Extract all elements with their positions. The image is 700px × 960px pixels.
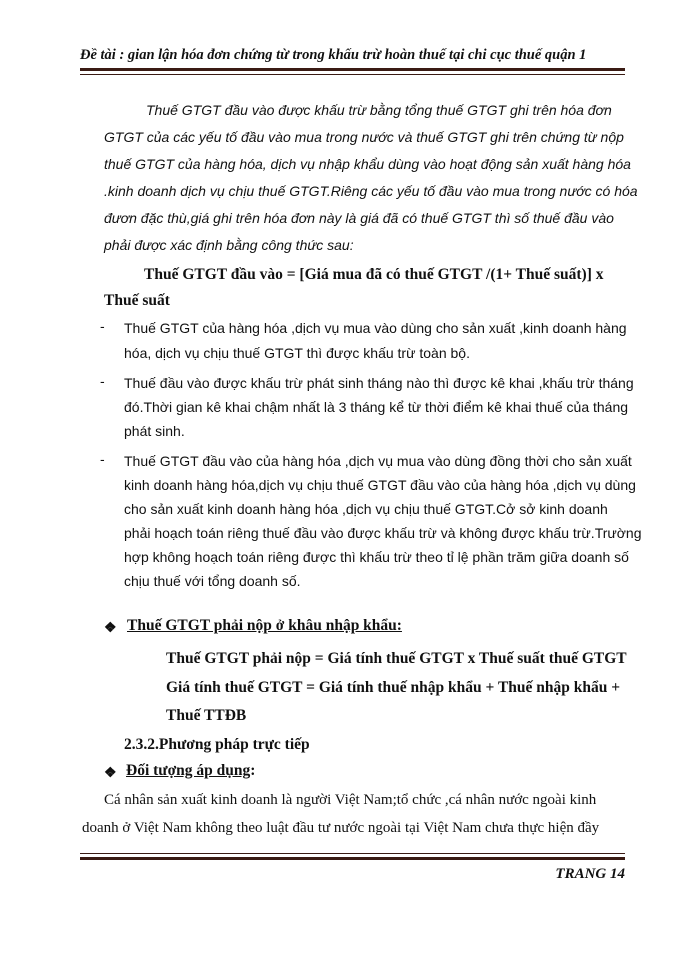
section-heading-text: Đối tượng áp dụng	[126, 762, 251, 779]
subsection-title: 2.3.2.Phương pháp trực tiếp	[124, 736, 310, 753]
formula-line: Thuế GTGT phải nộp = Giá tính thuế GTGT x Thuế suất thuế GTGT	[166, 650, 627, 667]
body-line: doanh ở Việt Nam không theo luật đầu tư nước ngoài tại Việt Nam chưa thực hiện đầy	[82, 820, 600, 836]
bullet-dash: -	[100, 451, 105, 467]
paragraph-line: Thuế GTGT đầu vào được khấu trừ bằng tổng thuế GTGT ghi trên hóa đơn	[146, 102, 612, 118]
formula-line: Thuế TTĐB	[166, 707, 247, 724]
header-rule-thin	[80, 74, 625, 75]
body-line: Cá nhân sản xuất kinh doanh là người Việt Nam;tổ chức ,cá nhân nước ngoài kinh	[104, 792, 597, 808]
paragraph-line: phải được xác định bằng công thức sau:	[104, 237, 354, 253]
bullet-line: phát sinh.	[124, 423, 185, 439]
bullet-dash: -	[100, 373, 105, 389]
paragraph-line: thuế GTGT của hàng hóa, dịch vụ nhập khẩu dùng vào hoạt động sản xuất hàng hóa	[104, 156, 631, 172]
section-heading	[126, 762, 255, 780]
diamond-bullet-icon: ❖	[104, 766, 117, 781]
header-rule-thick	[80, 68, 625, 71]
bullet-line: Thuế đầu vào được khấu trừ phát sinh tháng nào thì được kê khai ,khấu trừ tháng	[124, 375, 634, 391]
formula-line: Thuế GTGT đầu vào = [Giá mua đã có thuế GTGT /(1+ Thuế suất)] x	[144, 266, 604, 283]
bullet-line: cho sản xuất kinh doanh hàng hóa ,dịch vụ chịu thuế GTGT.Cở sở kinh doanh	[124, 501, 608, 517]
paragraph-line: .kinh doanh dịch vụ chịu thuế GTGT.Riêng các yếu tố đầu vào mua trong nước có hóa	[104, 183, 638, 199]
page-number: TRANG 14	[555, 866, 625, 882]
bullet-line: Thuế GTGT của hàng hóa ,dịch vụ mua vào dùng cho sản xuất ,kinh doanh hàng	[124, 320, 627, 336]
bullet-line: Thuế GTGT đầu vào của hàng hóa ,dịch vụ mua vào dùng đồng thời cho sản xuất	[124, 453, 632, 469]
footer-rule-thick	[80, 857, 625, 860]
diamond-bullet-icon: ❖	[104, 621, 117, 636]
bullet-dash: -	[100, 318, 105, 334]
bullet-line: kinh doanh hàng hóa,dịch vụ chịu thuế GTGT đầu vào của hàng hóa ,dịch vụ dùng	[124, 477, 636, 493]
bullet-line: đó.Thời gian kê khai chậm nhất là 3 tháng kể từ thời điểm kê khai thuế của tháng	[124, 399, 629, 415]
paragraph-line: GTGT của các yếu tố đầu vào mua trong nước và thuế GTGT ghi trên chứng từ nộp	[104, 129, 624, 145]
section-heading: Thuế GTGT phải nộp ở khâu nhập khẩu:	[127, 617, 402, 634]
footer-rule-thin	[80, 853, 625, 854]
formula-line: Thuế suất	[104, 292, 170, 309]
paragraph-line: đươn đặc thù,giá ghi trên hóa đơn này là giá đã có thuế GTGT thì số thuế đầu vào	[104, 210, 614, 226]
header-title: Đề tài : gian lận hóa đơn chứng từ trong khấu trừ hoàn thuế tại chi cục thuế quận 1	[80, 47, 587, 63]
bullet-line: chịu thuế với tổng doanh số.	[124, 573, 301, 589]
bullet-line: phải hoạch toán riêng thuế đầu vào được khấu trừ và không được khấu trừ.Trường	[124, 525, 642, 541]
section-heading-colon: :	[250, 762, 256, 779]
bullet-line: hóa, dịch vụ chịu thuế GTGT thì được khấu trừ toàn bộ.	[124, 345, 470, 361]
formula-line: Giá tính thuế GTGT = Giá tính thuế nhập khẩu + Thuế nhập khẩu +	[166, 679, 621, 696]
bullet-line: hợp không hoạch toán riêng được thì khấu trừ theo tỉ lệ phần trăm giữa doanh số	[124, 549, 629, 565]
